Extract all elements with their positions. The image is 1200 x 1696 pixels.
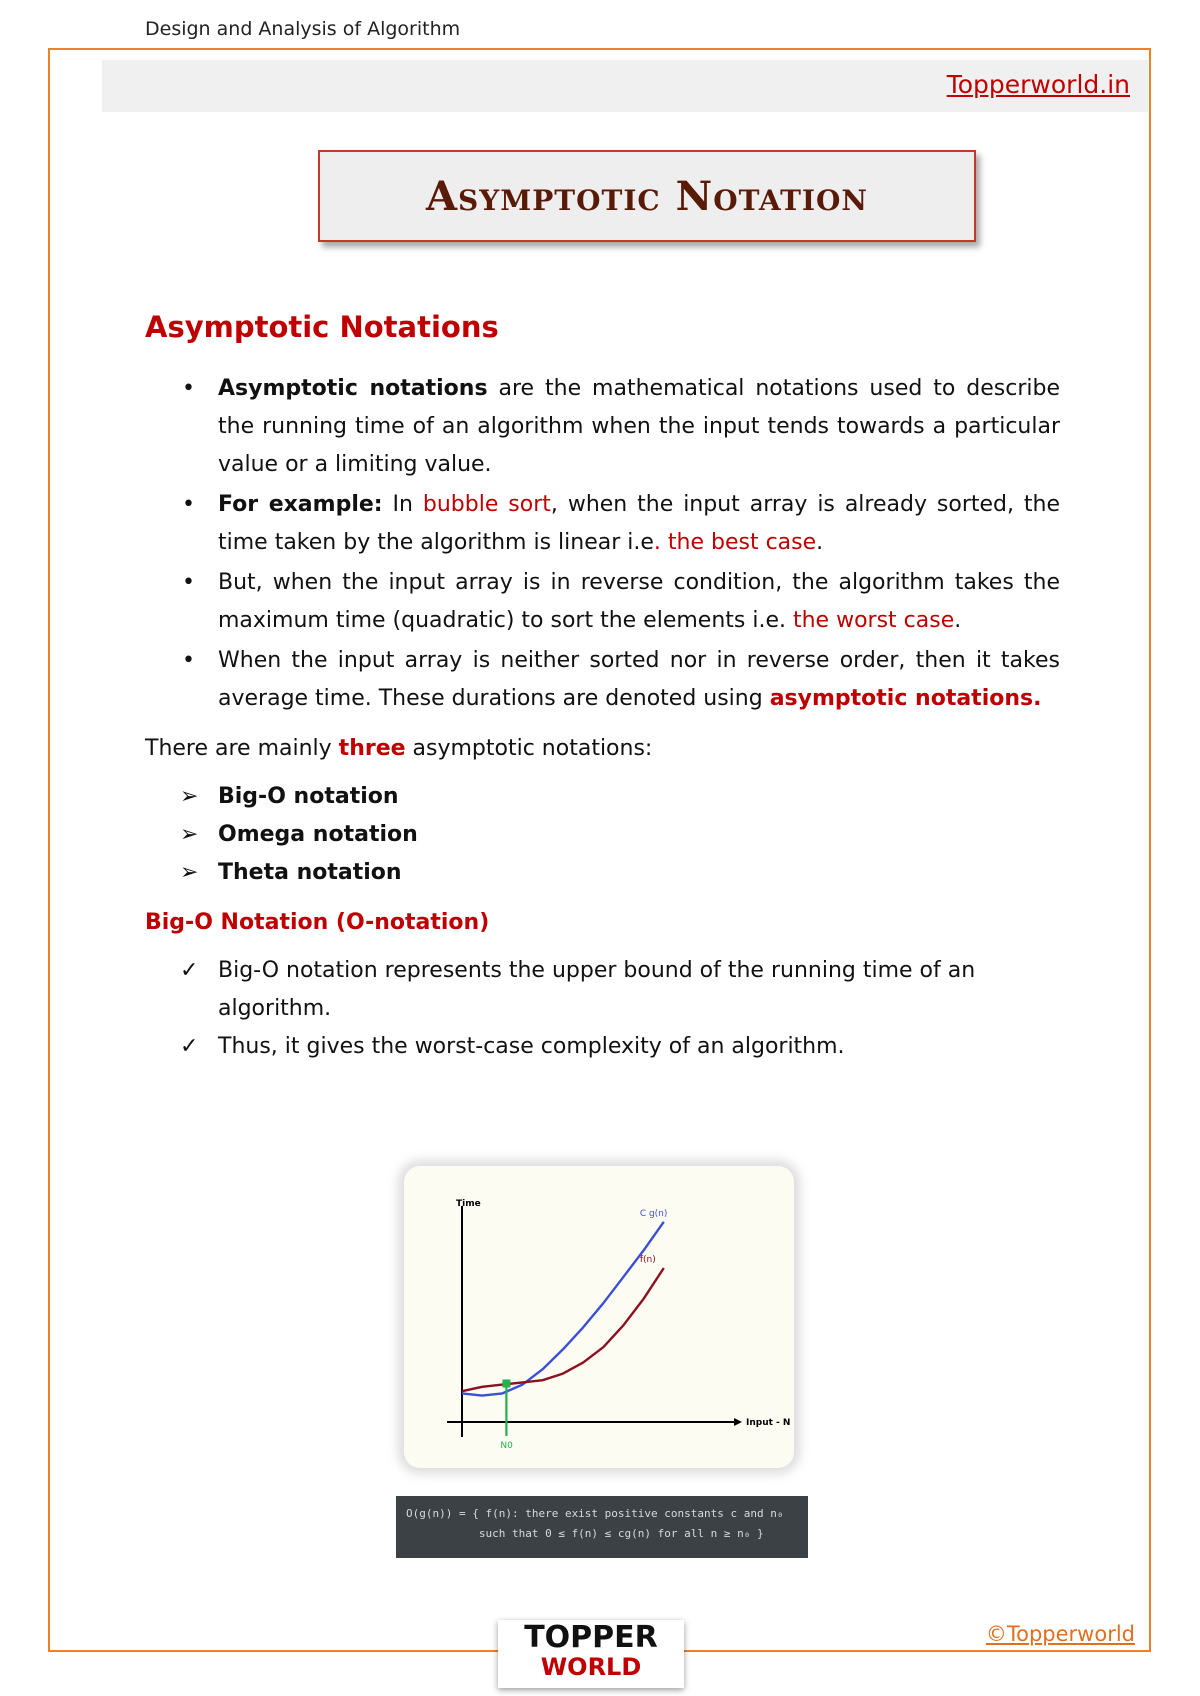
section-heading-bigo: Big-O Notation (O-notation): [145, 910, 490, 935]
x-axis-arrow: [734, 1418, 742, 1426]
text: There are mainly: [145, 736, 339, 761]
main-content: [145, 370, 1060, 1066]
text: .: [954, 608, 962, 633]
text: When the input array is neither sorted nor in reverse order, then it takes average time. These durations are denoted using: [218, 648, 1060, 711]
list-item: ➢ Big-O notation: [145, 778, 1060, 816]
intersection-point: [502, 1380, 510, 1388]
series-line-fn: [462, 1268, 664, 1391]
highlight: three: [338, 736, 406, 761]
text: In: [382, 492, 423, 517]
text: But, when the input array is in reverse condition, the algorithm takes the maximum time (quadratic) to sort the elements i.e.: [218, 570, 1060, 633]
bold-term: Asymptotic notations: [218, 376, 488, 401]
notation-list: [145, 778, 1060, 892]
bigo-points: [145, 952, 1060, 1066]
page-title: Asymptotic Notation: [425, 172, 869, 220]
highlight: asymptotic notations.: [769, 686, 1042, 711]
copyright-link[interactable]: ©Topperworld: [985, 1622, 1135, 1646]
list-item: ✓ Thus, it gives the worst-case complexity of an algorithm.: [145, 1028, 1060, 1066]
x-axis-label: Input - N: [746, 1418, 791, 1428]
text: asymptotic notations:: [405, 736, 653, 761]
bigo-chart: [404, 1166, 794, 1468]
series-line-cgn: [462, 1222, 664, 1396]
highlight: . the best case: [653, 530, 817, 555]
topperworld-logo: [498, 1620, 684, 1688]
highlight: bubble sort: [422, 492, 551, 517]
list-item: [145, 564, 1060, 640]
n0-label: N0: [500, 1441, 513, 1451]
text: .: [816, 530, 824, 555]
formula-line: O(g(n)) = { f(n): there exist positive constants c and n₀: [406, 1507, 784, 1520]
list-item: [145, 486, 1060, 562]
highlight: the worst case: [792, 608, 955, 633]
intro-paragraph: [145, 730, 1060, 768]
bullet-list: [145, 370, 1060, 718]
list-item: [145, 370, 1060, 484]
y-axis-label: Time: [456, 1199, 481, 1209]
bold-term: For example:: [218, 492, 383, 517]
text: are the mathematical notations used to describe the running time of an algorithm when the input tends towards a particular value or a limiting value.: [218, 376, 1061, 477]
section-heading-asymptotic: Asymptotic Notations: [145, 310, 499, 344]
logo-top: TOPPER: [524, 1620, 658, 1655]
site-link[interactable]: Topperworld.in: [946, 70, 1130, 99]
list-item: ➢ Theta notation: [145, 854, 1060, 892]
title-banner: [318, 150, 976, 242]
logo-bottom: WORLD: [540, 1653, 642, 1681]
bigo-chart-card: [404, 1166, 794, 1468]
list-item: [145, 642, 1060, 718]
text: , when the input array is already sorted, the time taken by the algorithm is linear i.e: [218, 492, 1061, 555]
running-head: Design and Analysis of Algorithm: [145, 18, 461, 40]
list-item: ✓ Big-O notation represents the upper bound of the running time of an algorithm.: [145, 952, 1060, 1028]
formula-line: such that 0 ≤ f(n) ≤ cg(n) for all n ≥ n₀ }: [406, 1527, 764, 1540]
series-label: f(n): [639, 1255, 656, 1265]
series-label: C g(n): [639, 1208, 668, 1219]
list-item: ➢ Omega notation: [145, 816, 1060, 854]
bigo-formula: [396, 1496, 808, 1558]
